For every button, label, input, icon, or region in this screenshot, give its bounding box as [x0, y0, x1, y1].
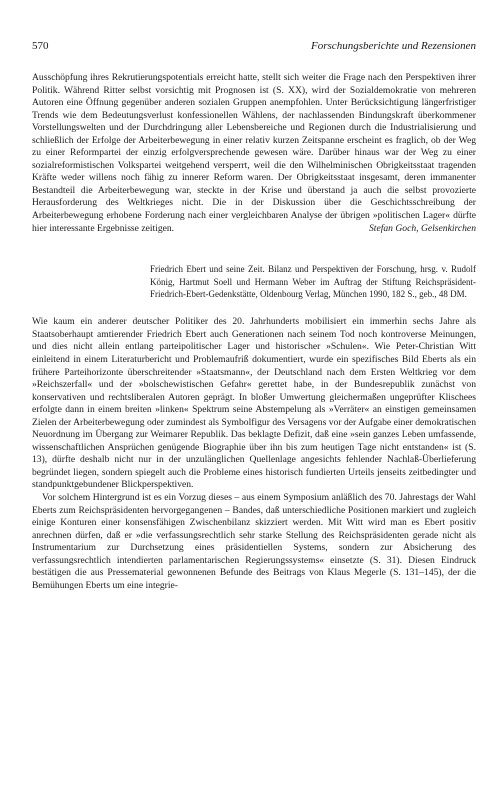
document-page [32, 40, 476, 592]
review-paragraph-2: Vor solchem Hintergrund ist es ein Vorzug dieses – aus einem Symposium anläßlich des 70. Jahrestags der Wahl Eberts zum Reichspräsidenten hervorgegangenen – Bandes, daß unterschiedliche Positionen markiert und zugleich einige Konturen einer konsensfähigen Zwischenbilanz skizziert werden. Mit Witt wird man es Ebert positiv anrechnen dürfen, daß er »die verfassungsrechtlich sehr starke Stellung des Reichspräsidenten gerade nicht als Instrumentarium zur Durchsetzung eines präsidentiellen Systems, sondern zur Absicherung des verfassungsrechtlich intendierten parlamentarischen Regierungssystems« einsetzte (S. 31). Diesen Eindruck bestätigen die aus Pressematerial gewonnenen Befunde des Beitrags von Klaus Megerle (S. 131–145), der die Bemühungen Eberts um eine integrie- [32, 491, 476, 591]
review-continuation-paragraph: Ausschöpfung ihres Rekrutierungspotentials erreicht hatte, stellt sich weiter die Frage nach den Perspektiven ihrer Politik. Während Ritter selbst vorsichtig mit Prognosen ist (S. XX), wird der Sozialdemokratie von mehreren Autoren eine Öffnung gegenüber anderen sozialen Gruppen anempfohlen. Unter Berücksichtigung längerfristiger Trends wie dem Bedeutungsverlust konfessionellen Wählens, der nachlassenden Bindungskraft überkommener Vorstellungswelten und der Durchdringung aller Lebensbereiche und Regionen durch die Industrialisierung und schließlich der Erfolge der Arbeiterbewegung in einer relativ kurzen Zeitspanne erscheint es fraglich, ob der Weg zu einer Reformpartei der einzig erfolgversprechende gewesen wäre. Darüber hinaus war der Weg zu einer sozialreformistischen Volkspartei weitgehend versperrt, weil die den Wilhelminischen Obrigkeitsstaat tragenden Kräfte weder willens noch fähig zu innerer Reform waren. Der Obrigkeitsstaat insgesamt, deren immanenter Bestandteil die Arbeiterbewegung war, steckte in der Krise und überstand ja auch die selbst provozierte Herausforderung des Weltkrieges nicht. Die in der Diskussion über die Geschichtsschreibung der Arbeiterbewegung erhobene Forderung nach einer vergleichbaren Analyse der übrigen »politischen Lager« dürfte hier interessante Ergebnisse zeitigen. [32, 72, 476, 234]
page-number: 570 [32, 40, 49, 52]
reviewer-signature: Stefan Goch, Gelsenkirchen [368, 222, 476, 234]
review-paragraph-1: Wie kaum ein anderer deutscher Politiker des 20. Jahrhunderts mobilisiert ein immerhin sechs Jahre als Staatsoberhaupt amtierender Friedrich Ebert auch Generationen nach seinem Tod noch kontroverse Meinungen, und dies nicht allein entlang parteipolitischer Lager und historischer »Schulen«. Wie Peter-Christian Witt einleitend in einem Literaturbericht und Problemaufriß dokumentiert, wurde ein spezifisches Bild Eberts als ein frühere Parteihorizonte überschreitender »Staatsmann«, der Deutschland nach dem Ersten Weltkrieg vor dem »Reichszerfall« und der »bolschewistischen Gefahr« gerettet habe, in der Bundesrepublik zunächst von konservativen und rechtsliberalen Autoren geprägt. In bloßer Umwertung gleichermaßen ungeprüfter Klischees erfolgte dann in einem breiten »linken« Spektrum seine Abstempelung als »Verräter« an einstigen gemeinsamen Zielen der Arbeiterbewegung oder zumindest als Symbolfigur des Versagens vor der Aufgabe einer demokratischen Neuordnung im Übergang zur Weimarer Republik. Das beklagte Defizit, daß eine »sein ganzes Leben umfassende, wissenschaftlichen Ansprüchen genügende Biographie über ihn bis zum heutigen Tage nicht entstanden« ist (S. 13), dürfte deshalb nicht nur in der unzulänglichen Quellenlage angesichts fehlender Nachlaß-Überlieferung begründet liegen, sondern spiegelt auch die Probleme eines historisch fundierten Urteils jenseits zeitbedingter und standpunktgebundener Blickperspektiven. [32, 316, 476, 491]
running-header [32, 40, 476, 52]
running-title: Forschungsberichte und Rezensionen [311, 40, 476, 52]
book-bibliography: Friedrich Ebert und seine Zeit. Bilanz und Perspektiven der Forschung, hrsg. v. Rudolf König, Hartmut Soell und Hermann Weber im Auftrag der Stiftung Reichspräsident-Friedrich-Ebert-Gedenkstätte, Oldenbourg Verlag, München 1990, 182 S., geb., 48 DM. [150, 264, 476, 299]
